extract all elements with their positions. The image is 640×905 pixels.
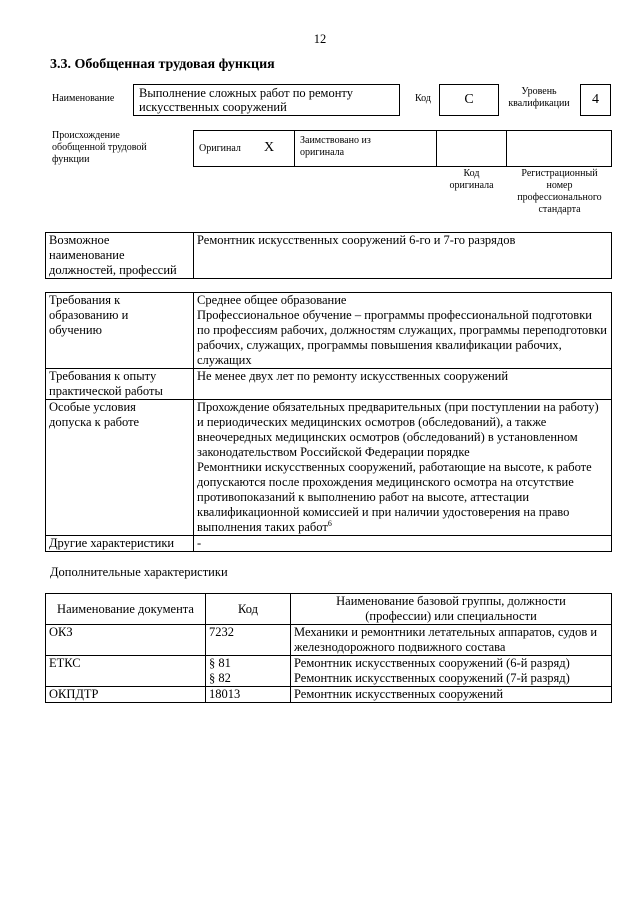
row-code: 7232: [206, 625, 291, 656]
header-code: Код: [206, 594, 291, 625]
original-label: Оригинал: [199, 143, 241, 154]
name-value: Выполнение сложных работ по ремонту искусственных сооружений: [139, 86, 353, 114]
row-doc: ОКЗ: [46, 625, 206, 656]
row-name: Ремонтник искусственных сооружений (6-й разряд) Ремонтник искусственных сооружений (7-й разряд): [291, 656, 612, 687]
conditions-value: Прохождение обязательных предварительных (при поступлении на работу) и периодических медицинских осмотров (обследований), а также внеочередных медицинских осмотров (обследований) в установленном законодательством Российской Федерации порядке Ремонтники искусственных сооружений, работающие на высоте, к работе допускаются после прохождения медицинского осмотра на отсутствие противопоказаний к выполнению работ на высоте, аттестации квалификационной комиссией и при наличии удостоверения на право выполнения таких работ: [197, 400, 599, 534]
origin-label: Происхождение обобщенной трудовой функции: [52, 130, 147, 165]
other-value: -: [194, 536, 612, 552]
section-title: 3.3. Обобщенная трудовая функция: [50, 57, 275, 72]
experience-value: Не менее двух лет по ремонту искусственных сооружений: [194, 369, 612, 400]
row-doc: ОКПДТР: [46, 687, 206, 703]
code-value: C: [464, 92, 474, 107]
conditions-row: [46, 400, 612, 536]
reg-number-caption: Регистрационный номер профессионального стандарта: [517, 168, 602, 215]
requirements-table: [45, 292, 612, 552]
positions-value: Ремонтник искусственных сооружений 6-го и 7-го разрядов: [194, 233, 612, 279]
origin-divider-3: [506, 130, 507, 167]
code-label: Код: [415, 93, 431, 104]
table-row: [46, 625, 612, 656]
education-value: Среднее общее образование Профессиональное обучение – программы профессиональной подготовки по профессиям рабочих, должностям служащих, программы переподготовки рабочих, служащих, программы повышения квалификации рабочих, служащих: [194, 293, 612, 369]
header-document: Наименование документа: [46, 594, 206, 625]
origin-divider-1: [294, 130, 295, 167]
level-value: 4: [592, 92, 599, 107]
level-label: Уровень квалификации: [508, 86, 570, 109]
additional-title: Дополнительные характеристики: [50, 565, 228, 579]
table-row: [46, 687, 612, 703]
additional-header-row: [46, 594, 612, 625]
other-label: Другие характеристики: [46, 536, 194, 552]
education-label: Требования к образованию и обучению: [46, 293, 194, 369]
row-name: Ремонтник искусственных сооружений: [291, 687, 612, 703]
origin-divider-2: [436, 130, 437, 167]
conditions-label: Особые условия допуска к работе: [46, 400, 194, 536]
education-row: [46, 293, 612, 369]
row-name: Механики и ремонтники летательных аппаратов, судов и железнодорожного подвижного состава: [291, 625, 612, 656]
row-doc: ЕТКС: [46, 656, 206, 687]
experience-row: [46, 369, 612, 400]
experience-label: Требования к опыту практической работы: [46, 369, 194, 400]
header-base-group: Наименование базовой группы, должности (профессии) или специальности: [291, 594, 612, 625]
code-value-box: [439, 84, 499, 116]
level-value-box: [580, 84, 611, 116]
code-original-caption: Код оригинала: [449, 168, 494, 191]
page-number: 12: [313, 32, 327, 46]
positions-table: [45, 232, 612, 279]
additional-table: [45, 593, 612, 703]
footnote-mark: 6: [327, 518, 332, 528]
row-code: § 81 § 82: [206, 656, 291, 687]
name-value-box: [133, 84, 400, 116]
borrowed-label: Заимствовано из оригинала: [300, 135, 371, 158]
conditions-cell: [194, 400, 612, 536]
table-row: [46, 656, 612, 687]
name-label: Наименование: [52, 93, 115, 104]
row-code: 18013: [206, 687, 291, 703]
other-row: [46, 536, 612, 552]
positions-label: Возможное наименование должностей, профессий: [46, 233, 194, 279]
original-mark: Х: [264, 140, 275, 155]
